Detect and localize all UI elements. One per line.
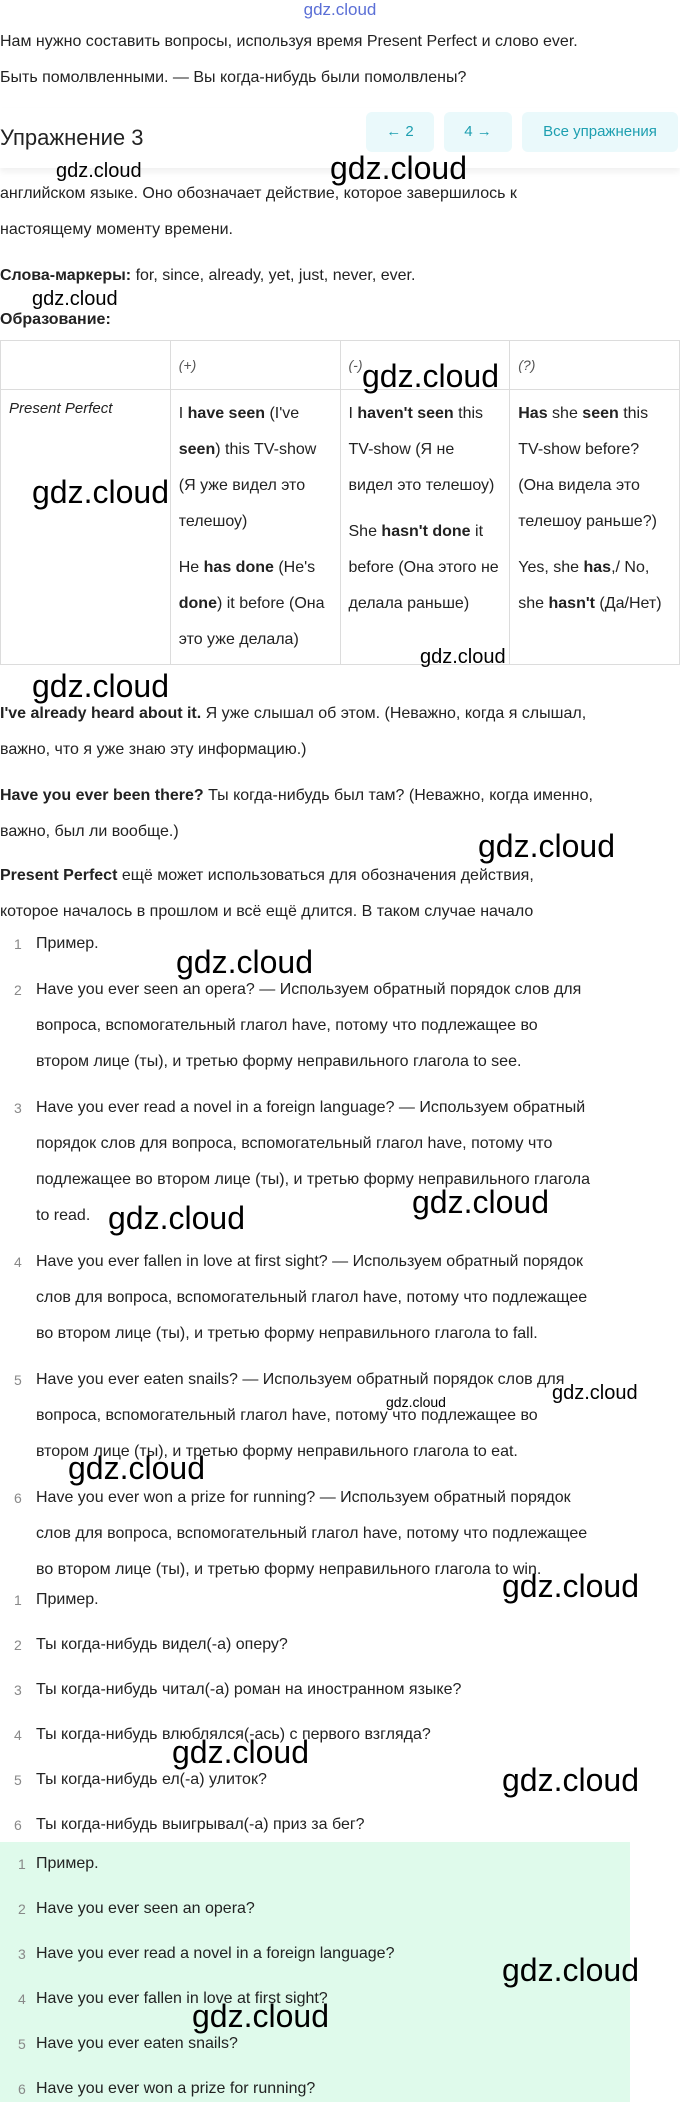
table-row — [1, 390, 680, 665]
list-item: 5 Have you ever eaten snails? — Используем обратный порядок слов для вопроса, вспомогательный глагол have, потому что подлежащее во втором лице (ты), и третью форму неправильного глагола to eat. — [14, 1371, 565, 1460]
list-item: 1 Пример. — [14, 935, 99, 952]
positive-example-1: I have seen (I've seen) this TV-show (Я уже видел это телешоу) — [178, 405, 317, 530]
tense-name-cell: Present Perfect — [1, 390, 171, 665]
question-cell — [510, 390, 680, 665]
watermark: gdz.cloud — [56, 160, 142, 182]
table-header-row — [1, 341, 680, 390]
watermark: gdz.cloud — [32, 668, 169, 704]
watermark: gdz.cloud — [386, 1394, 446, 1410]
list-item: 1 Пример. — [14, 1591, 99, 1608]
list-item: 6 Have you ever won a prize for running? — Используем обратный порядок слов для вопроса, вспомогательный глагол have, потому что подлежащее во втором лице (ты), и третью форму неправильного глагола to win. — [14, 1489, 588, 1578]
question-example-2: Yes, she has,/ No, she hasn't (Да/Нет) — [518, 559, 662, 612]
intro-line-2: Быть помолвленными. — Вы когда-нибудь были помолвлены? — [0, 69, 467, 86]
list-item: 3 Have you ever read a novel in a foreign language? — [18, 1945, 395, 1962]
list-item: 6 Have you ever won a prize for running? — [18, 2080, 316, 2097]
watermark: gdz.cloud — [502, 1568, 639, 1604]
list-item: 4 Have you ever fallen in love at first sight? — Используем обратный порядок слов для вопроса, вспомогательный глагол have, потому что подлежащее во втором лице (ты), и третью форму неправильного глагола to fall. — [14, 1253, 588, 1342]
list-item: 2 Ты когда-нибудь видел(-а) оперу? — [14, 1636, 288, 1653]
watermark: gdz.cloud — [192, 1998, 329, 2034]
example-1-line-2: важно, что я уже знаю эту информацию.) — [0, 741, 307, 758]
watermark: gdz.cloud — [176, 944, 313, 980]
prev-exercise-button[interactable] — [366, 112, 434, 152]
list-item: 6 Ты когда-нибудь выигрывал(-а) приз за бег? — [14, 1816, 365, 1833]
example-1-line-1: I've already heard about it. Я уже слышал об этом. (Неважно, когда я слышал, — [0, 705, 587, 722]
watermark: gdz.cloud — [32, 288, 118, 310]
col-negative-header: (-) — [340, 341, 510, 390]
watermark: gdz.cloud — [478, 828, 615, 864]
translations-list — [0, 1582, 680, 1852]
list-item: 1 Пример. — [18, 1855, 99, 1872]
markers-label: Слова-маркеры: — [0, 267, 132, 284]
list-item: 3 Have you ever read a novel in a foreign language? — Используем обратный порядок слов для вопроса, вспомогательный глагол have, потому что подлежащее во втором лице (ты), и третью форму неправильного глагола to read. — [14, 1099, 591, 1224]
watermark: gdz.cloud — [552, 1382, 638, 1404]
site-logo[interactable]: gdz.cloud — [303, 0, 377, 19]
watermark: gdz.cloud — [330, 150, 467, 186]
theory-line-2: настоящему моменту времени. — [0, 221, 233, 238]
watermark: gdz.cloud — [420, 646, 506, 668]
list-item: 5 Ты когда-нибудь ел(-а) улиток? — [14, 1771, 267, 1788]
list-item: 3 Ты когда-нибудь читал(-а) роман на иностранном языке? — [14, 1681, 462, 1698]
next-exercise-number: 4 — [464, 123, 473, 140]
example-2-line-2: важно, был ли вообще.) — [0, 823, 179, 840]
positive-cell — [170, 390, 340, 665]
prev-exercise-number: 2 — [405, 123, 414, 140]
negative-example-1: I haven't seen this TV-show (Я не видел это телешоу) — [348, 405, 495, 494]
col-question-header: (?) — [510, 341, 680, 390]
positive-example-2: He has done (He's done) it before (Она это уже делала) — [178, 559, 325, 648]
watermark: gdz.cloud — [362, 358, 499, 394]
next-exercise-button[interactable] — [444, 112, 512, 152]
markers-text: for, since, already, yet, just, never, ever. — [135, 267, 416, 284]
formation-label: Образование: — [0, 311, 111, 328]
intro-line-1: Нам нужно составить вопросы, используя время Present Perfect и слово ever. — [0, 33, 578, 50]
list-item: 5 Have you ever eaten snails? — [18, 2035, 238, 2052]
arrow-right-icon: → — [476, 123, 492, 140]
list-item: 4 Have you ever fallen in love at first sight? — [18, 1990, 328, 2007]
watermark: gdz.cloud — [502, 1762, 639, 1798]
watermark: gdz.cloud — [502, 1952, 639, 1988]
example-3-line-2: которое началось в прошлом и всё ещё длится. В таком случае начало — [0, 903, 534, 920]
explanations-list — [0, 926, 680, 1588]
watermark: gdz.cloud — [108, 1200, 245, 1236]
list-item: 2 Have you ever seen an opera? — [18, 1900, 255, 1917]
list-item: 4 Ты когда-нибудь влюблялся(-ась) с первого взгляда? — [14, 1726, 431, 1743]
negative-example-2: She hasn't done it before (Она этого не делала раньше) — [348, 523, 499, 612]
all-exercises-button[interactable]: Все упражнения — [522, 112, 678, 152]
theory-line-1: английском языке. Оно обозначает действие, которое завершилось к — [0, 185, 517, 202]
col-positive-header: (+) — [170, 341, 340, 390]
arrow-left-icon: ← — [386, 123, 402, 140]
list-item: 2 Have you ever seen an opera? — Используем обратный порядок слов для вопроса, вспомогательный глагол have, потому что подлежащее во втором лице (ты), и третью форму неправильного глагола to see. — [14, 981, 582, 1070]
question-example-1: Has she seen this TV-show before? (Она видела это телешоу раньше?) — [518, 405, 657, 530]
example-2-line-1: Have you ever been there? Ты когда-нибудь был там? (Неважно, когда именно, — [0, 787, 593, 804]
table-corner-cell — [1, 341, 171, 390]
example-3-line-1: Present Perfect ещё может использоваться для обозначения действия, — [0, 867, 534, 884]
watermark: gdz.cloud — [32, 474, 169, 510]
watermark: gdz.cloud — [412, 1184, 549, 1220]
watermark: gdz.cloud — [68, 1450, 205, 1486]
exercise-title: Упражнение 3 — [0, 125, 144, 150]
negative-cell — [340, 390, 510, 665]
watermark: gdz.cloud — [172, 1734, 309, 1770]
